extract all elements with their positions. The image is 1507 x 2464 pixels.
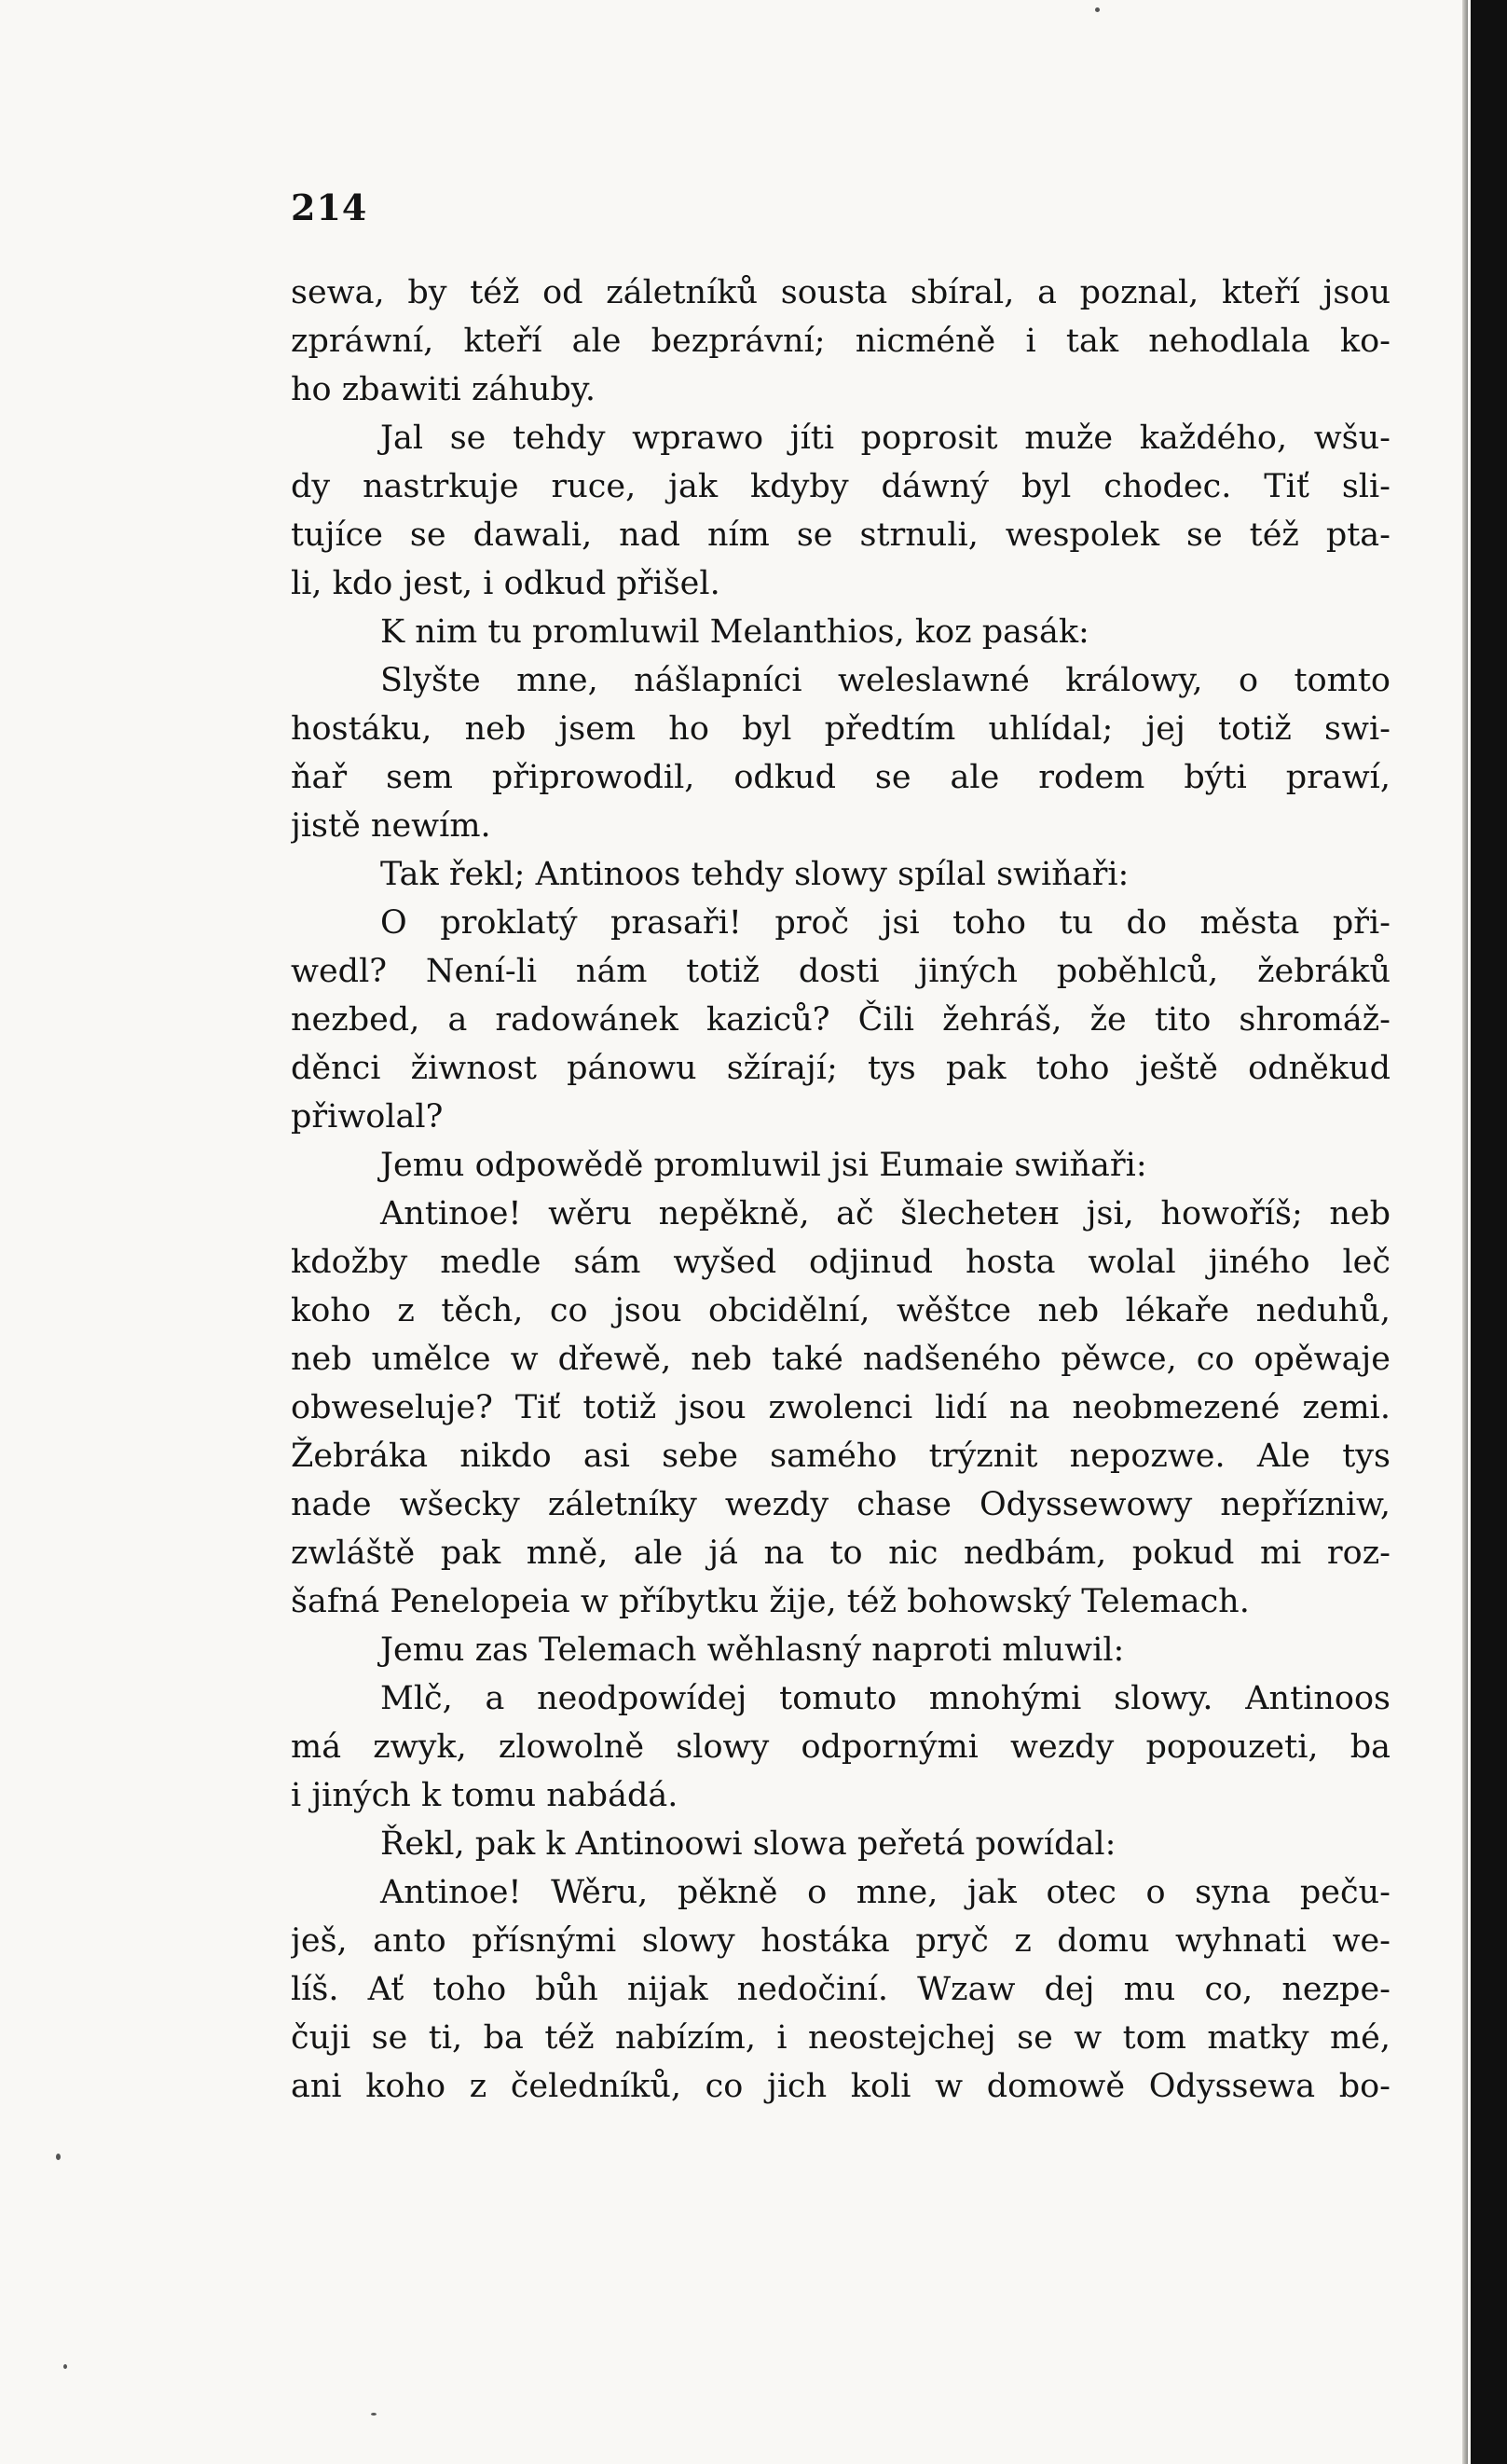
text-line: neb umělce w dřewě, neb také nadšeného pěwce, co opěwaje	[291, 1341, 1391, 1378]
text-line: Jemu zas Telemach wěhlasný naproti mluwil:	[380, 1631, 1125, 1669]
text-line: nade wšecky záletníky wezdy chase Odyssewowy nepřízniw,	[291, 1486, 1391, 1523]
page-number: 214	[291, 186, 368, 228]
text-line: kdožby medle sám wyšed odjinud hosta wolal jiného leč	[291, 1244, 1391, 1281]
text-line: šafná Penelopeia w příbytku žije, též bohowský Telemach.	[291, 1583, 1250, 1620]
text-line: jistě newím.	[291, 807, 491, 845]
text-line: Jemu odpowědě promluwil jsi Eumaie swiňaři:	[380, 1147, 1147, 1184]
book-binding-edge	[1471, 0, 1507, 2464]
text-line: Slyšte mne, nášlapníci weleslawné králowy, o tomto	[380, 662, 1391, 699]
text-line: Antinoe! wěru nepěkně, ač šlechetен jsi, howoříš; neb	[380, 1195, 1391, 1232]
text-line: Žebráka nikdo asi sebe samého trýznit nepozwe. Ale tys	[291, 1438, 1391, 1475]
text-line: wedl? Není-li nám totiž dosti jiných poběhlců, žebráků	[291, 953, 1391, 990]
page-edge-shadow	[1462, 0, 1468, 2464]
text-line: Jal se tehdy wprawo jíti poprosit muže každého, wšu-	[380, 420, 1391, 457]
text-line: zpráwní, kteří ale bezprávní; nicméně i tak nehodlala ko-	[291, 323, 1391, 360]
body-text	[291, 268, 1391, 2111]
text-line: ješ, anto přísnými slowy hostáka pryč z domu wyhnati we-	[291, 1922, 1391, 1960]
text-line: čuji se ti, ba též nabízím, i neostejchej se w tom matky mé,	[291, 2019, 1391, 2057]
text-line: zwláště pak mně, ale já na to nic nedbám, pokud mi roz-	[291, 1535, 1391, 1572]
text-line: hostáku, neb jsem ho byl předtím uhlídal; jej totiž swi-	[291, 710, 1391, 748]
text-line: tujíce se dawali, nad ním se strnuli, wespolek se též pta-	[291, 516, 1391, 554]
text-line: i jiných k tomu nabádá.	[291, 1777, 678, 1814]
text-line: ani koho z čeledníků, co jich koli w domowě Odyssewa bo-	[291, 2068, 1391, 2105]
text-line: Řekl, pak k Antinoowi slowa peřetá powídal:	[380, 1825, 1117, 1863]
text-line: nezbed, a radowánek kaziců? Čili žehráš, že tito shromáž-	[291, 1001, 1391, 1039]
text-line: obweseluje? Tiť totiž jsou zwolenci lidí na neobmezené zemi.	[291, 1389, 1391, 1426]
text-line: ho zbawiti záhuby.	[291, 371, 596, 408]
text-line: líš. Ať toho bůh nijak nedočiní. Wzaw dej mu co, nezpe-	[291, 1971, 1391, 2008]
text-line: Antinoe! Wěru, pěkně o mne, jak otec o syna peču-	[380, 1874, 1391, 1911]
text-line: sewa, by též od záletníků sousta sbíral, a poznal, kteří jsou	[291, 274, 1391, 311]
text-line: Tak řekl; Antinoos tehdy slowy spílal swiňaři:	[380, 856, 1130, 893]
text-line: děnci žiwnost pánowu sžírají; tys pak toho ještě odněkud	[291, 1050, 1391, 1087]
text-line: dy nastrkuje ruce, jak kdyby dáwný byl chodec. Tiť sli-	[291, 468, 1391, 505]
text-line: přiwolal?	[291, 1098, 444, 1136]
text-line: O proklatý prasaři! proč jsi toho tu do města při-	[380, 904, 1391, 942]
text-line: li, kdo jest, i odkud přišel.	[291, 565, 720, 602]
text-line: má zwyk, zlowolně slowy odpornými wezdy popouzeti, ba	[291, 1728, 1391, 1766]
text-line: ňař sem připrowodil, odkud se ale rodem býti prawí,	[291, 759, 1391, 796]
text-line: Mlč, a neodpowídej tomuto mnohými slowy. Antinoos	[380, 1680, 1391, 1717]
text-line: koho z těch, co jsou obcidělní, wěštce neb lékaře neduhů,	[291, 1292, 1391, 1329]
text-line: K nim tu promluwil Melanthios, koz pasák:	[380, 613, 1089, 651]
